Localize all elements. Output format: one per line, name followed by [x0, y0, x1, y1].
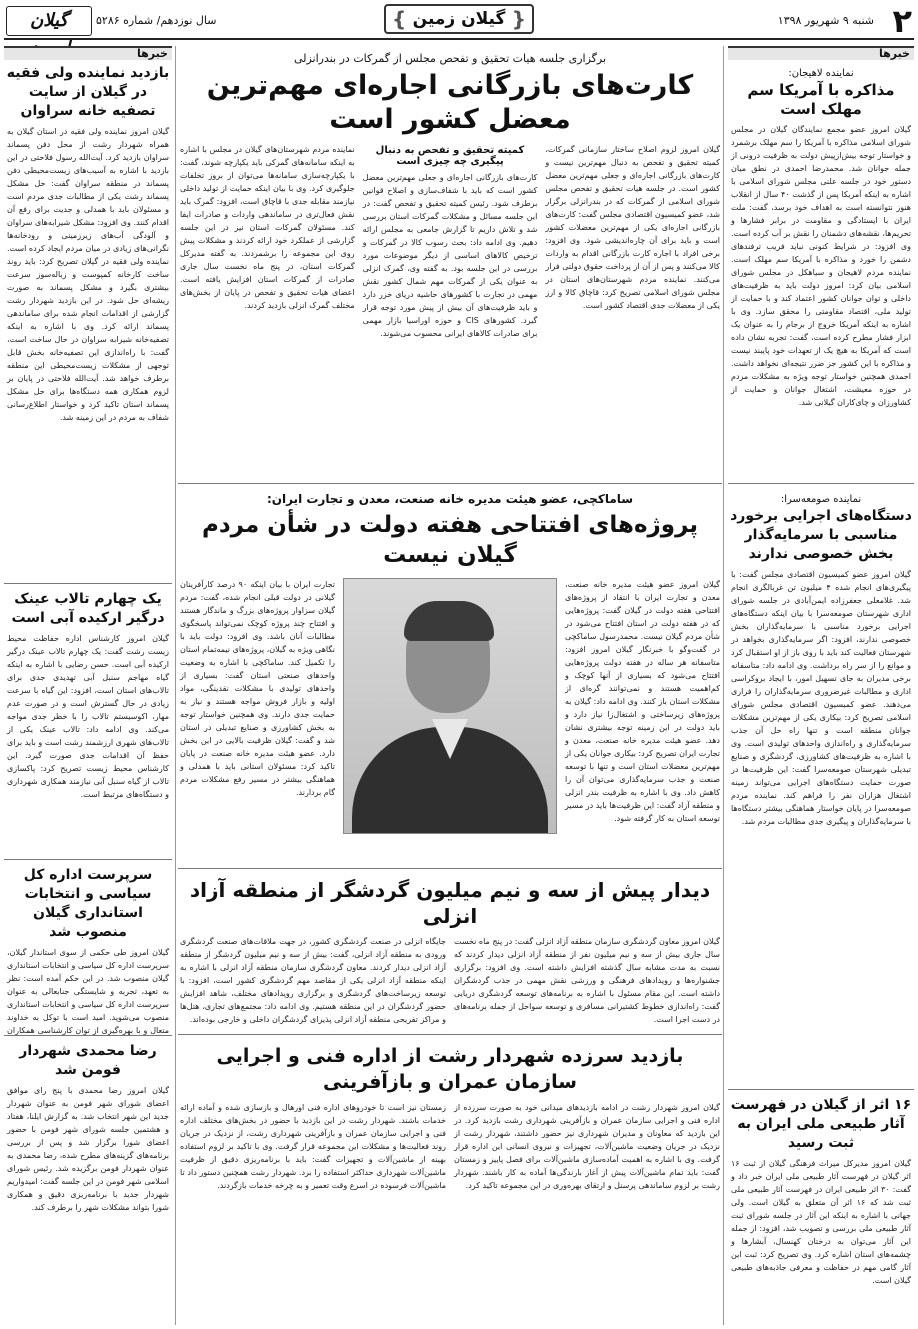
column-divider [175, 46, 176, 1325]
lead-kicker: برگزاری جلسه هیات تحقیق و تفحص مجلس از گمرکات در بندرانزلی [293, 52, 607, 65]
story-body: گیلان امروز عضو کمیسیون اقتصادی مجلس گفت: با پیگیری‌های انجام شده ۴ میلیون تن غربالگری انجام شد. غلامعلی جعفرزاده ایمن‌آبادی در جلسه شورای اداری شهرستان صومعه‌سرا با بیان اینکه دستگاه‌های اجرایی برخورد مناسبی با سرمایه‌گذاران بخش خصوصی ندارند، افزود: اگر سرمایه‌گذاری بخواهد در شهرستان فعالیت کند باید با روی باز از او استقبال کرد و موانع را از سر راه برداشت. وی ادامه داد: متاسفانه برخی مدیران به جای تسهیل امور، با ایجاد بروکراسی اداری و مطالبات غیرضروری سرمایه‌گذاران را فراری می‌دهند. عضو کمیسیون اقتصادی مجلس شورای اسلامی تصریح کرد: بیکاری یکی از مهم‌ترین مشکلات جوانان منطقه است و تنها راه حل آن جذب سرمایه‌گذاری و راه‌اندازی واحدهای تولیدی است. وی با اشاره به ظرفیت‌های کشاورزی، گردشگری و صنایع تبدیلی شهرستان صومعه‌سرا گفت: این ظرفیت‌ها در صورت حمایت دستگاه‌های اجرایی می‌تواند زمینه اشتغال هزاران نفر را فراهم کند. نماینده مردم صومعه‌سرا در پایان خواستار هماهنگی بیشتر دستگاه‌ها با سرمایه‌گذاران و پیگیری جدی مطالبات مردم شد. [731, 570, 912, 826]
story-body: گیلان امروز مدیرکل میراث فرهنگی گیلان از ثبت ۱۶ اثر گیلان در فهرست آثار طبیعی ملی ایران خبر داد و گفت: ۳۰ اثر طبیعی ایران در فهرست آثار طبیعی ملی ثبت شد که ۱۶ اثر آن متعلق به گیلان است. ولی جهانی با اشاره به اینکه این آثار در جلسه شورای ثبت آثار طبیعی ملی بررسی و تصویب شد، افزود: از جمله این آثار می‌توان به درختان کهنسال، آبشارها و چشمه‌های استان اشاره کرد. وی تصریح کرد: ثبت این آثار گامی مهم در حفاظت و معرفی جاذبه‌های طبیعی گیلان است. [731, 1159, 912, 1285]
story-body-column: گیلان امروز معاون گردشگری سازمان منطقه آزاد انزلی گفت: در پنج ماه نخست سال جاری بیش از سه و نیم میلیون نفر از منطقه آزاد انزلی دیدار کردند که نسبت به مدت مشابه سال گذشته افزایش داشته است. وی افزود: برگزاری جشنواره‌ها و رویدادهای فرهنگی و ورزشی نقش مهمی در جذب گردشگران داشته است. این مقام مسئول با اشاره به برنامه‌های توسعه گردشگری دریایی گفت: راه‌اندازی خطوط کشتیرانی مسافری و توسعه سواحل از جمله برنامه‌های در دست اجرا است. [454, 937, 720, 1024]
story-body: گیلان امروز کارشناس اداره حفاظت محیط زیست رشت گفت: یک چهارم تالاب عینک درگیر ارکیده آبی است. حسن رضایی با اشاره به اینکه گیاه مهاجم سنبل آبی تهدیدی جدی برای تالاب‌های استان است، افزود: این گیاه با سرعت زیادی در حال گسترش است و در صورت عدم مهار، اکوسیستم تالاب را با خطر جدی مواجه می‌کند. وی ادامه داد: تالاب عینک یکی از تالاب‌های شهری ارزشمند رشت است و باید برای حفظ آن اقدامات جدی صورت گیرد. این کارشناس محیط زیست تصریح کرد: پاکسازی تالاب از گیاه سنبل آبی نیازمند همکاری شهرداری و دستگاه‌های مرتبط است. [7, 634, 169, 799]
right-news-column [728, 46, 914, 1325]
story-headline[interactable]: دیدار پیش از سه و نیم میلیون گردشگر از منطقه آزاد انزلی [189, 878, 711, 928]
story-kicker: نماینده صومعه‌سرا: [780, 494, 862, 505]
center-column [178, 46, 722, 1325]
news-story [4, 1042, 172, 1325]
story-body: گیلان امروز رضا محمدی با پنج رای موافق اعضای شورای شهر فومن به عنوان شهردار جدید این شهر انتخاب شد. به گزارش ایلنا، هفتاد و هشتمین جلسه شورای شهر فومن با حضور اعضای شورا برگزار شد و پس از بررسی برنامه‌های گزینه‌های مطرح شده، رضا محمدی به عنوان شهردار فومن برگزیده شد. رئیس شورای اسلامی شهر فومن در این جلسه گفت: امیدواریم شهردار جدید با برنامه‌ریزی دقیق و همکاری شورا بتواند مشکلات شهر را برطرف کند. [7, 1086, 169, 1212]
story-body-column-wrap [363, 143, 538, 340]
story-headline[interactable]: بازدید سرزده شهردار رشت از اداره فنی و اجرایی سازمان عمران و بازآفرینی [216, 1045, 684, 1093]
column-header: خبرها [4, 46, 172, 60]
photo-hair [404, 601, 494, 641]
story-kicker: نماینده لاهیجان: [788, 68, 854, 79]
story-body: گیلان امروز عضو مجمع نمایندگان گیلان در مجلس شورای اسلامی مذاکره با آمریکا را سم مهلک برشمرد و خواستار توجه بیش‌ازپیش دولت به ظرفیت درونی از جمله جوانان شد. محمدرضا احمدی در نطق میان دستور خود در جلسه علنی مجلس شورای اسلامی با اشاره به اینکه آمریکا پس از گذشت ۴۰ سال از انقلاب هنوز نتوانسته است به اهداف خود برسد، گفت: ملت ایران با ایستادگی و مقاومت در برابر فشارها و تحریم‌ها، نقشه‌های دشمنان را نقش بر آب کرده است. وی افزود: در شرایط کنونی نباید فریب ترفندهای دشمن را خورد و مذاکره با آمریکا سم مهلک است. نماینده مردم لاهیجان و سیاهکل در مجلس شورای اسلامی بیان کرد: امروز دولت باید به ظرفیت‌های داخلی و توان جوانان کشور اعتماد کند و با حمایت از تولید ملی، اقتصاد مقاومتی را محقق سازد. وی با اشاره به اینکه آمریکا خروج از برجام را به عنوان یک ابزار فشار مطرح کرده است، گفت: تجربه نشان داده است که آمریکا به هیچ یک از تعهدات خود پایبند نیست و مذاکره با این کشور جز ضرر نتیجه‌ای نخواهد داشت. احمدی همچنین خواستار توجه ویژه به مشکلات مردم در حوزه معیشت، اشتغال جوانان و حمایت از کشاورزان و چای‌کاران گیلانی شد. [731, 125, 912, 407]
news-story [4, 64, 172, 584]
story-headline[interactable]: پروژه‌های افتتاحی هفته دولت در شأن مردم گیلان نیست [201, 512, 699, 568]
newspaper-logo: گیلان [6, 6, 92, 36]
story-headline[interactable]: سرپرست اداره کل سیاسی و انتخابات استانداری گیلان منصوب شد [23, 867, 153, 940]
news-story [728, 64, 914, 484]
interview-story [178, 484, 722, 869]
story-headline[interactable]: یک چهارم تالاب عینک درگیر ارکیده آبی است [11, 591, 165, 626]
story-kicker: ساماکچی، عضو هیئت مدیره خانه صنعت، معدن و تجارت ایران: [266, 492, 634, 506]
story-body: گیلان امروز نماینده ولی فقیه در استان گیلان به همراه شهردار رشت از محل دفن پسماند سراوان بازدید کرد. آیت‌الله رسول فلاحتی در این بازدید با اشاره به آسیب‌های زیست‌محیطی دفن پسماند در منطقه سراوان گفت: حل مشکل پسماند رشت یکی از مطالبات جدی مردم است و مسئولان باید با همدلی و جدیت برای رفع آن اقدام کنند. وی افزود: مشکل شیرابه‌های سراوان و آلودگی آب‌های زیرزمینی و رودخانه‌ها نگرانی‌های زیادی در میان مردم ایجاد کرده است. نماینده ولی فقیه در گیلان تصریح کرد: باید روند ساخت کارخانه کمپوست و زباله‌سوز سرعت بیشتری بگیرد و مشکل پسماند به صورت ریشه‌ای حل شود. در این بازدید شهردار رشت گزارشی از اقدامات انجام شده برای ساماندهی پسماند ارائه کرد. وی با اشاره به اینکه تصفیه‌خانه شیرابه سراوان در حال ساخت است، گفت: با راه‌اندازی این تصفیه‌خانه بخش قابل توجهی از مشکلات زیست‌محیطی این منطقه برطرف خواهد شد. آیت‌الله فلاحتی در پایان بر لزوم همکاری همه دستگاه‌ها برای حل مشکل پسماند استان تاکید کرد و خواستار اطلاع‌رسانی شفاف به مردم در این زمینه شد. [7, 127, 169, 422]
tourism-story [178, 869, 722, 1035]
story-headline[interactable]: مذاکره با آمریکا سم مهلک است [747, 81, 895, 118]
section-title: { گیلان زمین } [384, 4, 534, 34]
story-body [178, 1101, 722, 1192]
story-headline[interactable]: رضا محمدی شهردار فومن شد [19, 1043, 157, 1078]
story-headline[interactable]: دستگاه‌های اجرایی برخورد مناسبی با سرمایه‌گذار بخش خصوصی ندارند [730, 508, 912, 562]
story-body: گیلان امروز طی حکمی از سوی استاندار گیلان، سرپرست اداره کل سیاسی و انتخابات استانداری گیلان منصوب شد. در این حکم آمده است: نظر به تعهد، تجربه و شایستگی جنابعالی به عنوان سرپرست اداره کل سیاسی و انتخابات استانداری منصوب می‌شوید. امید است با توکل به خداوند متعال و با بهره‌گیری از توان کارشناسی همکاران [7, 948, 169, 1035]
story-body-column: جایگاه انزلی در صنعت گردشگری کشور، در جهت ملاقات‌های صنعت گردشگری ورودی به منطقه آزاد انزلی، گفت: بیش از سه و نیم میلیون گردشگر از منطقه آزاد انزلی دیدار کردند. معاون گردشگری سازمان منطقه آزاد انزلی با اشاره به اینکه منطقه آزاد انزلی یکی از مقاصد مهم گردشگری کشور است، افزود: با توسعه زیرساخت‌های گردشگری و برگزاری رویدادهای مختلف، شاهد افزایش حضور گردشگران در این منطقه هستیم. وی ادامه داد: مجتمع‌های تجاری، هتل‌ها و مراکز تفریحی منطقه آزاد انزلی پذیرای گردشگران داخلی و خارجی بوده‌اند. [180, 937, 446, 1024]
lead-story [178, 46, 722, 484]
story-body-column: تجارت ایران با بیان اینکه ۹۰ درصد کارآفرینان گیلانی در دولت قبلی انجام شده، گفت: مردم گیلان سزاوار پروژه‌های بزرگ و ماندگار هستند و افتتاح چند پروژه کوچک نمی‌تواند پاسخگوی مطالبات آنان باشد. وی افزود: دولت باید با نگاهی ویژه به گیلان، پروژه‌های نیمه‌تمام استان را تکمیل کند. ساماکچی با اشاره به وضعیت واحدهای صنعتی استان گفت: بسیاری از واحدهای تولیدی با مشکلات نقدینگی، مواد اولیه و بازار فروش مواجه هستند و نیاز به حمایت جدی دارند. وی همچنین خواستار توجه به بخش کشاورزی و صنایع تبدیلی در استان شد و گفت: گیلان ظرفیت بالایی در این بخش دارد. عضو هیئت مدیره خانه صنعت در پایان تاکید کرد: مسئولان استانی باید با همدلی و هماهنگی بیشتر در مسیر رفع مشکلات مردم گام بردارند. [180, 580, 335, 797]
story-body-column: زمستان نیز است تا خودروهای اداره فنی اورهال و بازسازی شده و آماده ارائه خدمات باشند. شهردار رشت در این بازدید با حضور در بخش‌های مختلف اداره فنی و اجرایی سازمان عمران و بازآفرینی شهرداری رشت، از نزدیک در جریان روند فعالیت‌ها و مشکلات این مجموعه قرار گرفت. وی با تاکید بر لزوم استفاده بهینه از ماشین‌آلات و تجهیزات گفت: باید با برنامه‌ریزی دقیق از ظرفیت ماشین‌آلات شهرداری حداکثر استفاده را برد. شهردار رشت همچنین دستور داد تا ماشین‌آلات فرسوده در اسرع وقت تعمیر و به چرخه خدمات بازگردند. [180, 1103, 446, 1190]
lead-headline[interactable]: کارت‌های بازرگانی اجاره‌ای مهم‌ترین معضل کشور است [206, 70, 694, 135]
lead-body [178, 143, 722, 340]
column-header: خبرها [728, 46, 914, 60]
story-body-column: گیلان امروز لزوم اصلاح ساختار سازمانی گمرکات، کمیته تحقیق و تفحص به دنبال مهم‌ترین نیست و کارت‌های بازرگانی اجاره‌ای و جعلی مهم‌ترین معضل کشور است. در جلسه هیات تحقیق و تفحص مجلس شورای اسلامی از گمرکات که در بندرانزلی برگزار شد، عضو کمیسیون اقتصادی مجلس گفت: کارت‌های بازرگانی اجاره‌ای یکی از مهم‌ترین معضلات کشور است و باید برای آن چاره‌اندیشی شود. وی افزود: برخی افراد با اجاره کارت بازرگانی اقدام به واردات کالا می‌کنند و پس از آن از پرداخت حقوق دولتی فرار می‌کنند. نماینده مردم شهرستان‌های استان در مجلس شورای اسلامی تصریح کرد: قاچاق کالا و ارز یکی از معضلات جدی اقتصاد کشور است. [545, 145, 720, 310]
news-story [4, 590, 172, 860]
mayor-visit-story [178, 1035, 722, 1305]
story-body-column: گیلان امروز عضو هیئت مدیره خانه صنعت، معدن و تجارت ایران با انتقاد از پروژه‌های افتتاحی هفته دولت در گیلان گفت: پروژه‌هایی که در هفته دولت در استان افتتاح می‌شود در شأن مردم گیلان نیست. محمدرسول ساماکچی در گفت‌وگو با خبرنگار گیلان امروز افزود: متاسفانه هر ساله در هفته دولت پروژه‌هایی افتتاح می‌شود که بسیاری از آنها کوچک و کم‌اهمیت هستند و نمی‌توانند گره‌ای از مشکلات استان باز کنند. وی ادامه داد: گیلان به پروژه‌های زیرساختی و اشتغال‌زا نیاز دارد و باید دولت در این زمینه توجه بیشتری نشان دهد. عضو هیئت مدیره خانه صنعت، معدن و تجارت ایران تصریح کرد: بیکاری جوانان یکی از مهم‌ترین معضلات استان است و تنها با توسعه صنعت و جذب سرمایه‌گذاری می‌توان آن را کاهش داد. وی با اشاره به ظرفیت بندر انزلی و منطقه آزاد گفت: این ظرفیت‌ها باید در مسیر توسعه استان به کار گرفته شود. [565, 580, 720, 823]
story-body [178, 935, 722, 1026]
column-divider [723, 46, 724, 1325]
news-story [4, 866, 172, 1036]
issue-date: شنبه ۹ شهریور ۱۳۹۸ [777, 14, 874, 27]
masthead [4, 4, 914, 40]
news-story [728, 1096, 914, 1325]
story-headline[interactable]: بازدید نماینده ولی فقیه در گیلان از سایت تصفیه خانه سراوان [6, 65, 170, 119]
portrait-photo [343, 578, 557, 834]
story-body [178, 578, 722, 834]
story-body-column: کارت‌های بازرگانی اجاره‌ای و جعلی مهم‌ترین معضل کشور است که باید با شفاف‌سازی و اصلاح قوانین برطرف شود. رئیس کمیته تحقیق و تفحص گفت: در این جلسه مسائل و مشکلات گمرکات استان بررسی شد و تلاش داریم تا گزارش جامعی به مجلس ارائه دهیم. وی ادامه داد: بحث رسوب کالا در گمرکات و ترخیص کالاهای اساسی از دیگر موضوعات مورد بررسی در این جلسه بود. به گفته وی، گمرک انزلی به عنوان یکی از گمرکات مهم شمال کشور نقش مهمی در تجارت با کشورهای حاشیه دریای خزر دارد و باید ظرفیت‌های آن بیش از پیش مورد توجه قرار گیرد. کشورهای CIS و حوزه اوراسیا بازار مهمی برای صادرات کالاهای ایرانی محسوب می‌شوند. [362, 173, 538, 338]
left-news-column [4, 46, 172, 1325]
story-subhead: کمیته تحقیق و تفحص به دنبال پیگیری چه چیزی است [375, 145, 525, 167]
story-body-column: نماینده مردم شهرستان‌های گیلان در مجلس با اشاره به اینکه سامانه‌های گمرکی باید یکپارچه شوند، گفت: با یکپارچه‌سازی سامانه‌ها می‌توان از بروز تخلفات جلوگیری کرد. وی با بیان اینکه حمایت از تولید داخلی نیازمند مقابله جدی با قاچاق است، افزود: گمرک باید نقش فعال‌تری در ساماندهی واردات و صادرات ایفا کند. مسئولان گمرکات استان نیز در این جلسه گزارشی از عملکرد خود ارائه کردند و مشکلات پیش روی این مجموعه را برشمردند. به گفته مدیرکل گمرکات استان، در پنج ماه نخست سال جاری صادرات از گمرکات استان افزایش یافته است. اعضای هیات تحقیق و تفحص در پایان از بخش‌های مختلف گمرک انزلی بازدید کردند. [179, 145, 355, 310]
page-number: ۲ [892, 2, 912, 40]
news-story [728, 490, 914, 1090]
story-headline[interactable]: ۱۶ اثر از گیلان در فهرست آثار طبیعی ملی ایران به ثبت رسید [730, 1097, 912, 1151]
issue-number: سال نوزدهم/ شماره ۵۲۸۶ [96, 14, 217, 27]
story-body-column: گیلان امروز شهردار رشت در ادامه بازدیدهای میدانی خود به صورت سرزده از اداره فنی و اجرایی سازمان عمران و بازآفرینی شهرداری رشت بازدید کرد. در این بازدید که معاونان و مدیران شهرداری نیز حضور داشتند، شهردار رشت از نزدیک در جریان وضعیت ماشین‌آلات، تجهیزات و نیروی انسانی این اداره قرار گرفت. وی با اشاره به اهمیت آماده‌سازی ماشین‌آلات برای فصل پاییز و زمستان گفت: باید تمام ماشین‌آلات پیش از آغاز بارندگی‌ها آماده به کار باشند. شهردار رشت بر لزوم ساماندهی پرسنل و ارتقای بهره‌وری در این مجموعه تاکید کرد. [454, 1103, 720, 1190]
